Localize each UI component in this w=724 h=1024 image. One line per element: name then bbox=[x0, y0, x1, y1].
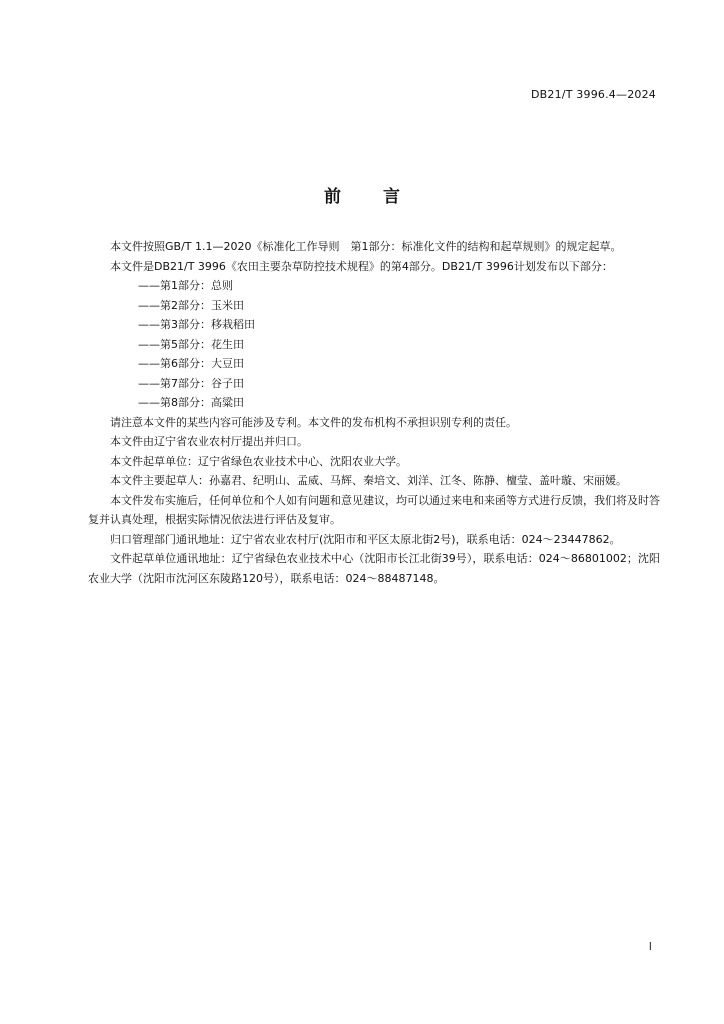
list-item: ——第1部分：总则 bbox=[138, 279, 233, 292]
paragraph-series-info: 本文件是DB21/T 3996《农田主要杂草防控技术规程》的第4部分。DB21/T 3996计划发布以下部分： bbox=[110, 259, 613, 273]
list-item: ——第2部分：玉米田 bbox=[138, 298, 244, 312]
paragraph-drafting-units: 本文件起草单位：辽宁省绿色农业技术中心、沈阳农业大学。 bbox=[110, 454, 407, 468]
paragraph-drafting-rules: 本文件按照GB/T 1.1—2020《标准化工作导则 第1部分：标准化文件的结构和起草规则》的规定起草。 bbox=[110, 240, 622, 253]
paragraph-proposer: 本文件由辽宁省农业农村厅提出并归口。 bbox=[110, 435, 308, 448]
list-item: ——第5部分：花生田 bbox=[138, 337, 244, 351]
list-item: ——第7部分：谷子田 bbox=[138, 376, 244, 390]
list-item: ——第8部分：高粱田 bbox=[138, 396, 244, 409]
paragraph-patent-notice: 请注意本文件的某些内容可能涉及专利。本文件的发布机构不承担识别专利的责任。 bbox=[110, 415, 517, 429]
paragraph-feedback: 本文件发布实施后，任何单位和个人如有问题和意见建议，均可以通过来电和来函等方式进行反馈，我们将及时答复并认真处理，根据实际情况依法进行评估及复审。 bbox=[88, 493, 660, 526]
paragraph-drafters: 本文件主要起草人：孙嘉君、纪明山、孟威、马辉、秦培文、刘洋、江冬、陈静、檀莹、盖叶璇、宋丽媛。 bbox=[110, 474, 627, 487]
paragraph-authority-address: 归口管理部门通讯地址：辽宁省农业农村厅(沈阳市和平区太原北街2号)，联系电话：024～23447862。 bbox=[110, 532, 621, 546]
foreword-body bbox=[88, 237, 660, 588]
document-code: DB21/T 3996.4—2024 bbox=[530, 88, 656, 101]
list-item: ——第6部分：大豆田 bbox=[138, 357, 244, 370]
page-title: 前言 bbox=[324, 187, 442, 207]
paragraph-drafter-address: 文件起草单位通讯地址：辽宁省绿色农业技术中心（沈阳市长江北街39号），联系电话：024～86801002；沈阳农业大学（沈阳市沈河区东陵路120号），联系电话：024～88487148。 bbox=[88, 552, 660, 585]
page-number: I bbox=[648, 940, 652, 953]
list-item: ——第3部分：移栽稻田 bbox=[138, 318, 255, 331]
